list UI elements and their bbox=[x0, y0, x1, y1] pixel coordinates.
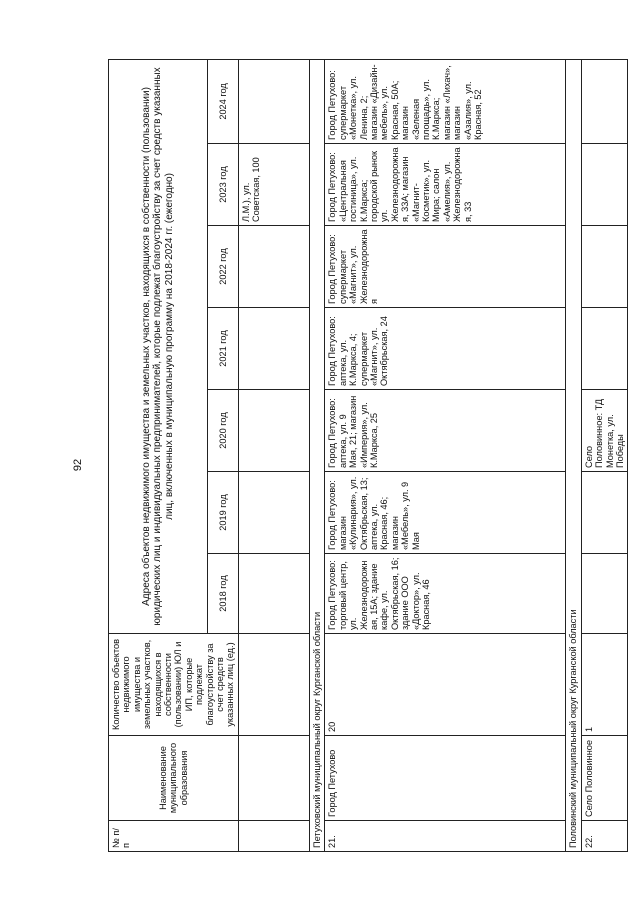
cont-cell bbox=[238, 390, 309, 472]
year-2024: 2024 год bbox=[208, 59, 239, 143]
section-title: Петуховский муниципальный округ Курганской области bbox=[309, 59, 324, 851]
continuation-row bbox=[238, 59, 309, 851]
year-2018: 2018 год bbox=[208, 554, 239, 634]
row-2018 bbox=[581, 554, 628, 634]
row-2019 bbox=[581, 472, 628, 554]
row-2023 bbox=[581, 144, 628, 226]
cont-cell bbox=[238, 59, 309, 143]
row-2021: Город Петухово: аптека, ул. К.Маркса, 4; супермаркет «Магнит», ул. Октябрьская, 24 bbox=[325, 308, 566, 390]
row-2021 bbox=[581, 308, 628, 390]
row-count: 20 bbox=[325, 634, 566, 736]
year-2020: 2020 год bbox=[208, 390, 239, 472]
cont-cell bbox=[238, 634, 309, 736]
section-row bbox=[566, 59, 581, 851]
cont-cell bbox=[238, 308, 309, 390]
header-address-group: Адреса объектов недвижимого имущества и земельных участков, находящихся в собственности (пользовании) юридических лиц и индивидуальных предпринимателей, которые подлежат благоустройству за счет средств указанных лиц, включенных в муниципальную программу на 2018-2024 гг. (ежегодно) bbox=[109, 59, 208, 633]
cont-cell bbox=[238, 554, 309, 634]
section-title: Половинский муниципальный округ Курганской области bbox=[566, 59, 581, 851]
cont-cell-2023: Л.М.), ул. Советская, 100 bbox=[238, 144, 309, 226]
table-row bbox=[325, 59, 566, 851]
header-row bbox=[109, 59, 208, 851]
row-2024: Город Петухово: супермаркет «Монетка», ул. Ленина, 2; магазин «Дизайн-мебель», ул. Красная, 50А; магазин «Зеленая площадь», ул. К.Маркса; магазин «Лихач», магазин «Азалия», ул. Красная, 52 bbox=[325, 59, 566, 143]
cont-cell bbox=[238, 736, 309, 821]
header-count: Количество объектов недвижимого имущества и земельных участков, находящихся в собственности (пользовании) ЮЛ и ИП, которые подлежат благоустройству за счет средств указанных лиц (ед.) bbox=[109, 634, 239, 736]
year-2021: 2021 год bbox=[208, 308, 239, 390]
row-2020: Город Петухово: аптека, ул. 9 Мая, 21; магазин «Империя», ул. К.Маркса, 25 bbox=[325, 390, 566, 472]
row-2022 bbox=[581, 226, 628, 308]
row-2018: Город Петухово: торговый центр, ул. Железнодорожная, 15А; здание кафе, ул. Октябрьская, 16; здание ООО «Доктор», ул. Красная, 46 bbox=[325, 554, 566, 634]
row-2019: Город Петухово: магазин «Кулинария», ул. Октябрьская, 13; аптека, ул. Красная, 46; магазин «Мебель», ул. 9 Мая bbox=[325, 472, 566, 554]
row-num: 21. bbox=[325, 821, 566, 852]
year-2022: 2022 год bbox=[208, 226, 239, 308]
address-table bbox=[108, 59, 628, 852]
header-num: № п/п bbox=[109, 821, 239, 852]
row-name: Село Половинное bbox=[581, 736, 628, 821]
rotated-table-page bbox=[108, 60, 625, 852]
row-2024 bbox=[581, 59, 628, 143]
row-2022: Город Петухово: супермаркет «Магнит», ул. Железнодорожная bbox=[325, 226, 566, 308]
row-2020: Село Половинное: ТД Монетка, ул. Победы bbox=[581, 390, 628, 472]
table-row bbox=[581, 59, 628, 851]
year-2019: 2019 год bbox=[208, 472, 239, 554]
cont-cell bbox=[238, 472, 309, 554]
row-name: Город Петухово bbox=[325, 736, 566, 821]
year-2023: 2023 год bbox=[208, 144, 239, 226]
header-name: Наименование муниципального образования bbox=[109, 736, 239, 821]
cont-cell bbox=[238, 821, 309, 852]
row-num: 22. bbox=[581, 821, 628, 852]
row-count: 1 bbox=[581, 634, 628, 736]
cont-cell bbox=[238, 226, 309, 308]
page-number: 92 bbox=[72, 458, 84, 472]
section-row bbox=[309, 59, 324, 851]
row-2023: Город Петухово: «Центральная гостиница», ул. К.Маркса; городской рынок ул. Железнодорожная, 33А; магазин «Магнит-Косметик», ул. Мира; салон «Амелия», ул. Железнодорожная, 33 bbox=[325, 144, 566, 226]
